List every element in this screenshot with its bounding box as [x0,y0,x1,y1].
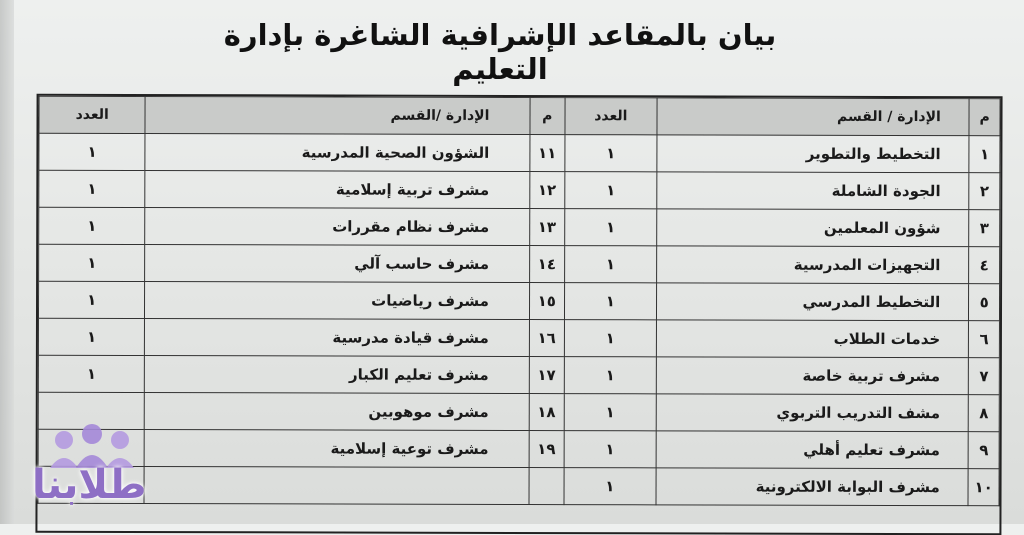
row-num-2: ١٧ [529,357,564,394]
row-count-2: ١ [39,133,145,170]
row-num-2: ١٢ [530,172,565,209]
row-count: ١ [564,283,657,320]
header-dept: الإدارة / القسم [657,98,969,136]
row-count: ١ [564,246,657,283]
row-num: ٩ [968,432,999,469]
row-num-2: ١٨ [529,394,564,431]
row-dept: التجهيزات المدرسية [657,246,969,284]
row-dept-2 [144,467,529,505]
row-num: ٥ [969,284,1000,321]
row-dept: التخطيط والتطوير [657,135,969,173]
row-num: ٢ [969,173,1000,210]
row-dept-2: مشرف موهوبين [145,393,530,431]
row-dept-2: مشرف حاسب آلي [145,245,530,283]
row-num-2: ١٦ [529,320,564,357]
row-count-2: ١ [38,281,144,318]
row-dept-2: مشرف رياضيات [145,282,530,320]
row-num-2: ١٣ [530,209,565,246]
row-num: ١ [969,136,1000,173]
row-dept: مشف التدريب التربوي [656,394,968,432]
row-num-2 [529,468,564,505]
row-num: ٦ [969,321,1000,358]
document-title: بيان بالمقاعد الإشرافية الشاغرة بإدارة التعليم [223,18,777,86]
row-count-2: ١ [38,355,144,392]
row-count: ١ [564,320,657,357]
table-header-row [39,96,1000,136]
table-row [38,392,999,432]
row-count: ١ [564,135,657,172]
row-dept-2: الشؤون الصحية المدرسية [145,134,530,172]
vacancy-table [38,96,1001,507]
row-dept-2: مشرف توعية إسلامية [144,430,529,468]
table-row [38,318,999,358]
row-dept-2: مشرف نظام مقررات [145,208,530,246]
row-num: ٣ [969,210,1000,247]
row-count-2: ١ [38,318,144,355]
row-num: ٨ [968,395,999,432]
watermark-logo [22,420,152,510]
row-count-2: ١ [39,170,145,207]
header-dept-2: الإدارة /القسم [145,97,530,135]
row-num: ٤ [969,247,1000,284]
table-row [38,429,999,469]
table-row [39,170,1000,210]
header-count: العدد [564,98,657,135]
header-num-2: م [530,98,565,135]
row-count: ١ [564,209,657,246]
row-dept-2: مشرف قيادة مدرسية [145,319,530,357]
table-row [38,355,999,395]
row-num-2: ١١ [530,135,565,172]
table-row [38,466,999,506]
row-num-2: ١٥ [529,283,564,320]
row-num-2: ١٩ [529,431,564,468]
row-count-2: ١ [39,207,145,244]
row-dept: مشرف تربية خاصة [656,357,968,395]
row-num-2: ١٤ [529,246,564,283]
vacancy-table-frame [35,94,1002,535]
row-dept: مشرف تعليم أهلي [656,431,968,469]
row-count: ١ [564,468,657,505]
watermark-text: طلابنا [32,462,147,508]
row-num: ١٠ [968,469,999,506]
row-dept: الجودة الشاملة [657,172,969,210]
row-dept: شؤون المعلمين [657,209,969,247]
row-dept-2: مشرف تربية إسلامية [145,171,530,209]
header-count-2: العدد [39,96,145,133]
row-dept: خدمات الطلاب [657,320,969,358]
row-count: ١ [564,394,657,431]
row-dept: التخطيط المدرسي [657,283,969,321]
row-dept: مشرف البوابة الالكترونية [656,468,968,506]
page-binding-shadow [0,0,14,524]
table-row [38,281,999,321]
table-row [39,133,1000,173]
table-row [39,207,1000,247]
row-count: ١ [564,357,657,394]
table-row [39,244,1000,284]
row-count-2: ١ [39,244,145,281]
header-num: م [969,99,1000,136]
row-count: ١ [564,172,657,209]
row-dept-2: مشرف تعليم الكبار [145,356,530,394]
row-num: ٧ [969,358,1000,395]
row-count: ١ [564,431,657,468]
